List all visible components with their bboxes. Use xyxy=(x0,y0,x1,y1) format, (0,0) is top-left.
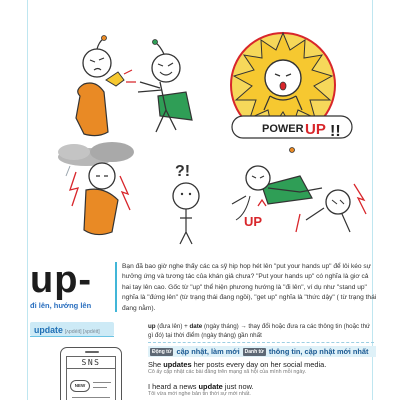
formula-plus: + xyxy=(184,323,188,330)
definition-verb: cập nhật, làm mới xyxy=(176,347,240,356)
power-up-banner xyxy=(232,116,352,140)
example-2-vi: Tôi vừa mới nghe bản tin thời sự mới nhất. xyxy=(148,391,251,397)
formula-part1: up xyxy=(148,323,156,330)
phone-screen xyxy=(66,356,116,400)
formula-explanation: → thay đổi hoặc đưa ra các thông tin (hoặc thứ gì đó) tại thời điểm (ngày tháng) gần nhất xyxy=(148,323,371,339)
example-1-en: She updates her posts every day on her social media. xyxy=(148,360,327,369)
sns-title: SNS xyxy=(67,357,115,369)
entry-header xyxy=(30,322,114,336)
example-2-en: I heard a news update just now. xyxy=(148,382,254,391)
pos-badge-verb: Động từ xyxy=(152,348,172,355)
scared-monk-character xyxy=(70,163,130,235)
svg-text:POWER: POWER xyxy=(262,123,304,135)
root-explanation: Bạn đã bao giờ nghe thấy các ca sỹ hip hop hét lên "put your hands up" để lôi kéo sự hưởng ứng và tương tác của khán giả chưa? "Put your hands up" có nghĩa là giơ cả hai tay lên cao. Gốc từ "up" thể hiện phương hướng là "đi lên", ví dụ như "stand up" nghĩa là "đứng lên" (từ trạng thái đang ngồi), "get up" nghĩa là "thức dậy" ( từ trạng thái đang nằm). xyxy=(122,263,377,312)
entry-underline xyxy=(30,336,114,337)
post-line xyxy=(72,397,110,398)
root-meaning: đi lên, hướng lên xyxy=(30,301,92,310)
root-word: up- xyxy=(30,259,93,301)
post-line xyxy=(93,382,111,383)
definition-noun: thông tin, cập nhật mới nhất xyxy=(268,347,369,356)
pos-badge-noun: Danh từ xyxy=(244,348,264,355)
divider-line xyxy=(115,262,117,312)
phone-speaker xyxy=(85,351,99,353)
entry-pronunciation: [ʌpdéit] [ʌpdèit] xyxy=(64,329,100,335)
example-1-vi: Cô ấy cập nhật các bài đăng trên mạng xã hội của mình mỗi ngày. xyxy=(148,369,307,375)
dashed-separator xyxy=(148,342,374,343)
confused-character xyxy=(173,163,199,244)
svg-text:!!: !! xyxy=(330,123,341,140)
svg-text:UP: UP xyxy=(244,214,263,229)
svg-text:?!: ?! xyxy=(175,163,191,180)
formula-part1-gloss: (đưa lên) xyxy=(157,323,183,330)
hero-character xyxy=(138,40,192,133)
new-bubble: NEW xyxy=(70,380,90,392)
formula-part2: date xyxy=(189,323,203,330)
svg-text:UP: UP xyxy=(305,121,326,138)
entry-word: update xyxy=(34,325,63,335)
flying-hero-character xyxy=(236,148,322,221)
example-2 xyxy=(148,382,378,397)
phone-illustration xyxy=(60,347,122,400)
word-formula xyxy=(148,322,376,340)
definitions-row xyxy=(148,346,376,357)
monk-character xyxy=(76,36,124,136)
post-line xyxy=(93,387,107,388)
example-1 xyxy=(148,360,378,375)
formula-part2-gloss: (ngày tháng) xyxy=(203,323,239,330)
